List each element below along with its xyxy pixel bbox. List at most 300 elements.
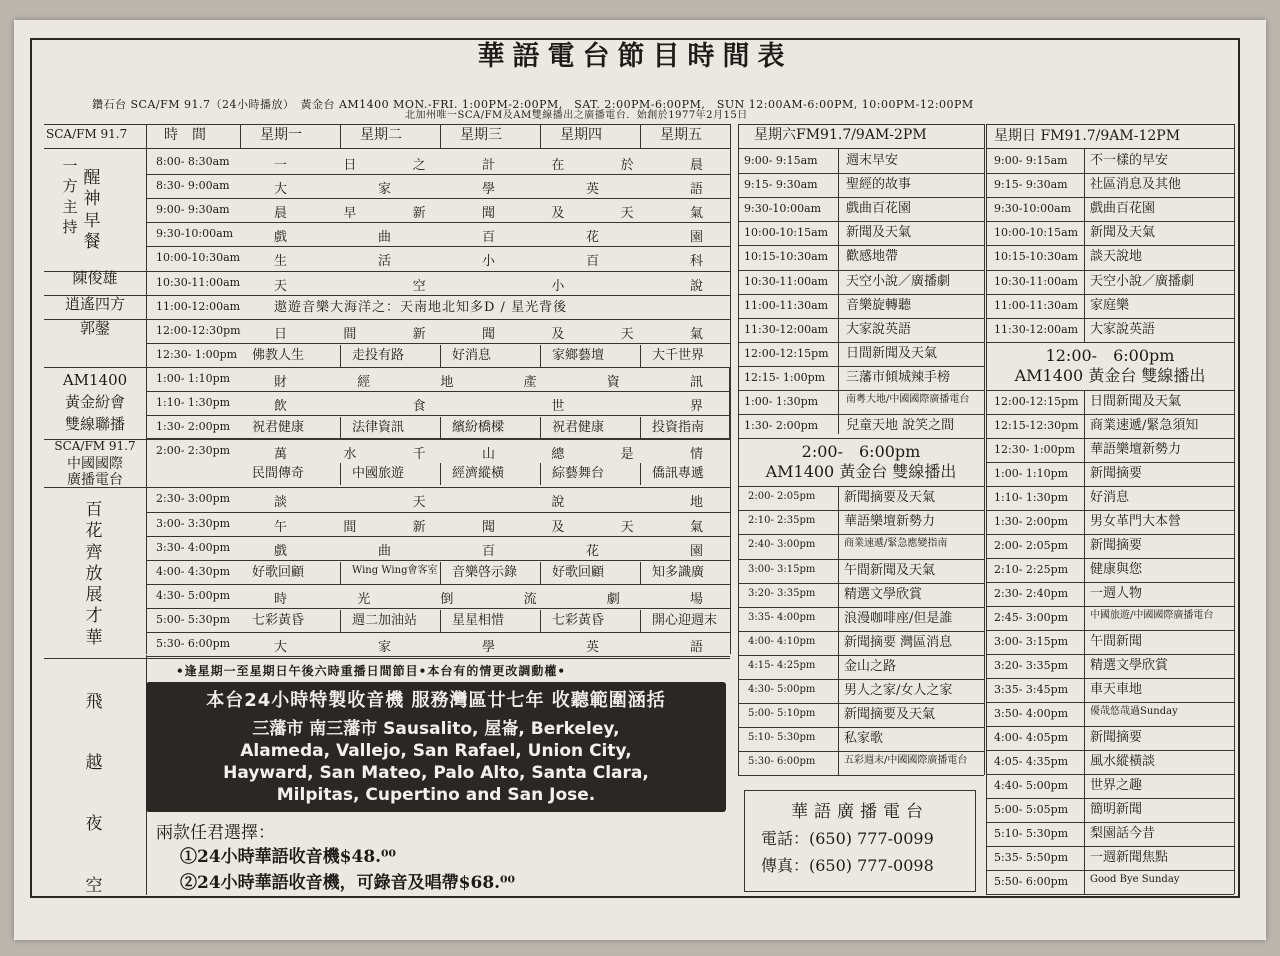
program-char: 園 xyxy=(689,230,704,246)
sun-am-program: 日間新聞及天氣 xyxy=(1090,393,1182,409)
sun-time: 9:15- 9:30am xyxy=(994,178,1068,192)
program-day: 投資指南 xyxy=(652,420,705,436)
sun-time: 10:15-10:30am xyxy=(994,250,1079,264)
show-baihua: 百花齊放展才華 xyxy=(85,500,103,648)
am-label-3: 雙線聯播 xyxy=(64,415,125,433)
time-slot: 1:30- 2:00pm xyxy=(156,420,231,434)
program-char: 經 xyxy=(357,374,372,390)
sun-am-row-divider xyxy=(986,654,1234,655)
time-slot: 8:00- 8:30am xyxy=(156,155,230,168)
program-day: 綜藝舞台 xyxy=(552,466,605,482)
sat-am-program: 新聞摘要及天氣 xyxy=(844,707,936,723)
sun-am-program: 新聞摘要 xyxy=(1090,729,1143,745)
sat-program: 音樂旋轉聽 xyxy=(846,297,912,313)
sat-am-program: 金山之路 xyxy=(844,658,897,674)
sun-program: 談天說地 xyxy=(1090,249,1143,265)
program-day: 家鄉藝壇 xyxy=(552,347,605,363)
sat-program: 新聞及天氣 xyxy=(846,225,912,241)
founding-line: 北加州唯一SCA/FM及AM雙線播出之廣播電台．始創於1977年2月15日 xyxy=(405,110,748,121)
sun-program: 新聞及天氣 xyxy=(1090,225,1156,241)
program-spread xyxy=(274,443,704,462)
host-guo: 郭鏧 xyxy=(79,319,110,337)
coverage-line: Alameda, Vallejo, San Rafael, Union City, xyxy=(240,741,632,761)
coverage-line: 三藩市 南三藩市 Sausalito, 屋崙, Berkeley, xyxy=(252,719,620,739)
day-divider xyxy=(340,463,341,485)
time-slot: 5:30- 6:00pm xyxy=(156,637,231,650)
sat-header: 星期六FM91.7/9AM-2PM xyxy=(754,127,927,143)
sat-time: 11:00-11:30am xyxy=(744,298,829,312)
host-name: 一方主持 xyxy=(62,157,78,236)
sun-time-divider xyxy=(1084,148,1085,342)
program-day: 好消息 xyxy=(452,347,492,363)
coverage-line: Milpitas, Cupertino and San Jose. xyxy=(276,785,596,805)
sun-am-row-divider xyxy=(986,774,1234,775)
sun-am-time-slot: 2:45- 3:00pm xyxy=(994,610,1069,624)
sun-am-row-divider xyxy=(986,630,1234,631)
program-char: 百 xyxy=(481,230,496,246)
sun-am-time-slot: 2:30- 2:40pm xyxy=(994,586,1069,600)
sat-am-row-divider xyxy=(738,727,984,728)
program-char: 小 xyxy=(481,254,496,270)
coverage-line: Hayward, San Mateo, Palo Alto, Santa Clara, xyxy=(223,763,649,783)
program-char: 天 xyxy=(620,206,635,222)
sat-program: 歡感地帶 xyxy=(846,249,899,265)
program-char: 及 xyxy=(551,206,566,222)
sat-row-divider xyxy=(738,318,984,319)
program-day: 經濟縱橫 xyxy=(452,466,505,482)
sun-am-program: 精選文學欣賞 xyxy=(1090,657,1169,673)
program-char: 家 xyxy=(377,640,392,655)
cri-label: 中國國際 xyxy=(67,456,123,472)
sun-am-program: 午間新聞 xyxy=(1090,633,1143,649)
sun-am-row-divider xyxy=(986,606,1234,607)
program-char: 資 xyxy=(606,374,621,390)
header-day: 星期二 xyxy=(360,127,402,143)
program-char: 時 xyxy=(274,591,289,607)
sat-am-time: 2:00- 6:00pm xyxy=(801,442,921,462)
program-char: 活 xyxy=(377,254,392,270)
sat-program: 天空小說／廣播劇 xyxy=(846,273,951,289)
sat-am-program: 精選文學欣賞 xyxy=(844,586,923,602)
sun-am-program: 新聞摘要 xyxy=(1090,465,1143,481)
program-char: 說 xyxy=(551,495,566,511)
program-char: 一 xyxy=(274,158,289,173)
program-char: 計 xyxy=(481,158,496,173)
am-label: AM1400 xyxy=(62,371,128,389)
sun-program: 大家說英語 xyxy=(1090,321,1156,337)
sun-time: 9:00- 9:15am xyxy=(994,154,1068,167)
sat-program: 週末早安 xyxy=(846,153,899,168)
program-day: 民間傳奇 xyxy=(252,466,305,482)
program-char: 家 xyxy=(377,182,392,198)
program-day: 祝君健康 xyxy=(552,420,605,436)
sat-time: 11:30-12:00am xyxy=(744,322,829,336)
time-slot: 2:00- 2:30pm xyxy=(156,444,231,458)
day-header-divider xyxy=(240,124,241,148)
sat-time: 1:00- 1:30pm xyxy=(744,395,819,408)
sun-am-time-slot: 2:00- 2:05pm xyxy=(994,538,1069,552)
row-divider xyxy=(146,632,730,633)
host-chen: 陳俊雄 xyxy=(72,269,118,287)
header-day: 星期五 xyxy=(660,127,702,143)
program-char: 間 xyxy=(343,326,358,342)
sat-time: 10:15-10:30am xyxy=(744,250,829,264)
day-header-divider xyxy=(640,124,641,148)
radio-option-1: ①24小時華語收音機$48.⁰⁰ xyxy=(180,847,396,867)
program-spread xyxy=(274,275,704,294)
sun-am-program: 好消息 xyxy=(1090,489,1130,505)
sun-am-program: 風水縱橫談 xyxy=(1090,753,1156,769)
show-night: 飛越夜空 xyxy=(85,692,103,896)
sun-am-time-slot: 3:35- 3:45pm xyxy=(994,682,1069,696)
program-day: 法律資訊 xyxy=(352,420,405,436)
header-day: 星期三 xyxy=(460,127,502,143)
program-char: 戲 xyxy=(274,230,289,246)
sun-am-row-divider xyxy=(986,510,1234,511)
program-char: 是 xyxy=(620,447,635,463)
row-divider xyxy=(146,560,730,561)
program-spread xyxy=(274,540,704,559)
sat-row-divider xyxy=(738,294,984,295)
program-spread xyxy=(274,516,704,535)
program-char: 百 xyxy=(585,254,600,270)
program-char: 新 xyxy=(412,206,427,222)
program-day: 星星相惜 xyxy=(452,612,505,628)
section-divider xyxy=(44,439,730,440)
program-char: 在 xyxy=(551,158,566,173)
sat-row-divider xyxy=(738,221,984,222)
program-char: 科 xyxy=(689,254,704,270)
program-char: 日 xyxy=(343,158,358,173)
sun-am-program: 梨園話今昔 xyxy=(1090,825,1156,841)
sun-am-row-divider xyxy=(986,486,1234,487)
program-char: 訊 xyxy=(689,374,704,390)
sat-am-time-slot: 2:40- 3:00pm xyxy=(748,539,816,551)
program-char: 飲 xyxy=(274,399,289,414)
program-char: 生 xyxy=(274,254,289,270)
sun-time: 11:30-12:00am xyxy=(994,322,1079,336)
sat-am-time-slot: 4:30- 5:00pm xyxy=(748,684,816,695)
time-slot: 9:00- 9:30am xyxy=(156,203,230,217)
sun-am-time-slot: 4:05- 4:35pm xyxy=(994,754,1069,768)
sun-row-divider xyxy=(986,173,1234,174)
radio-option-2: ②24小時華語收音機，可錄音及唱帶$68.⁰⁰ xyxy=(180,873,515,893)
program-day: 走投有路 xyxy=(352,347,405,363)
day-divider xyxy=(340,610,341,632)
sun-am-time-slot: 12:30- 1:00pm xyxy=(994,442,1076,456)
sat-am-time-slot: 4:15- 4:25pm xyxy=(748,659,816,671)
program-char: 天 xyxy=(412,495,427,511)
sun-am-time-slot: 2:10- 2:25pm xyxy=(994,562,1069,576)
program-char: 產 xyxy=(523,374,538,390)
program-char: 小 xyxy=(551,278,566,294)
sun-time: 9:30-10:00am xyxy=(994,202,1072,216)
sun-am-time-slot: 3:20- 3:35pm xyxy=(994,658,1069,672)
frequency-line: 鑽石台 SCA/FM 91.7（24小時播放） 黃金台 AM1400 MON.-FRI. 1:00PM-2:00PM, SAT. 2:00PM-6:00PM, SUN 12:00AM-6:00PM, 10:00PM-12:00PM xyxy=(92,98,974,111)
rebroadcast-notice: •逢星期一至星期日午後六時重播日間節目•本台有的情更改調動權• xyxy=(176,664,567,678)
program-char: 園 xyxy=(689,543,704,559)
sun-right-border xyxy=(1234,124,1235,894)
program-char: 聞 xyxy=(481,519,496,535)
sat-am-time-slot: 2:00- 2:05pm xyxy=(748,491,816,503)
coverage-title: 本台24小時特製收音機 服務灣區廿七年 收聽範圍涵括 xyxy=(206,690,666,711)
sun-am-program: 優哉悠哉過Sunday xyxy=(1090,705,1178,717)
sun-am-row-divider xyxy=(986,558,1234,559)
sun-row-divider xyxy=(986,197,1234,198)
weekday-right-border xyxy=(730,124,731,654)
sun-am-time-slot: 1:10- 1:30pm xyxy=(994,490,1069,504)
sat-am-program: 男人之家/女人之家 xyxy=(844,683,953,698)
section-divider xyxy=(44,295,730,296)
program-char: 大 xyxy=(274,640,289,655)
program-char: 新 xyxy=(412,326,427,342)
sat-am-time-slot: 5:00- 5:10pm xyxy=(748,708,816,720)
sun-row-divider xyxy=(986,270,1234,271)
day-divider xyxy=(540,610,541,632)
sun-am-row-divider xyxy=(986,726,1234,727)
program-char: 萬 xyxy=(274,447,289,463)
day-header-divider xyxy=(440,124,441,148)
sun-am-row-divider xyxy=(986,846,1234,847)
day-divider xyxy=(640,610,641,632)
time-slot: 10:00-10:30am xyxy=(156,251,241,265)
sun-am-row-divider xyxy=(986,894,1234,895)
header-time: 時 間 xyxy=(164,127,206,143)
sat-row-divider xyxy=(738,438,984,439)
program-char: 大 xyxy=(274,182,289,198)
program-spread xyxy=(274,323,704,342)
sun-row-divider xyxy=(986,342,1234,343)
sat-am-row-divider xyxy=(738,679,984,680)
program-char: 光 xyxy=(357,591,372,607)
sat-header-bottom xyxy=(738,148,984,149)
program-spread xyxy=(274,226,704,245)
program-char: 劇 xyxy=(606,591,621,607)
am-simulcast-box xyxy=(146,367,730,439)
sat-row-divider xyxy=(738,245,984,246)
sat-program: 南粵大地/中國國際廣播電台 xyxy=(846,394,970,405)
sun-am-time-slot: 5:10- 5:30pm xyxy=(994,826,1069,840)
program-char: 英 xyxy=(585,640,600,655)
sat-am-time-slot: 5:10- 5:30pm xyxy=(748,732,816,744)
program-char: 晨 xyxy=(689,158,704,173)
program-char: 地 xyxy=(440,374,455,390)
day-header-divider xyxy=(340,124,341,148)
sat-am-time-divider xyxy=(838,486,839,775)
sat-am-divider xyxy=(738,486,984,487)
contact-box xyxy=(744,790,976,892)
program-day: 週二加油站 xyxy=(352,612,418,628)
sat-am-program: 五彩週末/中國國際廣播電台 xyxy=(844,755,968,767)
header-day: 星期一 xyxy=(260,127,302,143)
program-char: 談 xyxy=(274,495,289,511)
program-spread xyxy=(274,588,704,607)
sun-row-divider xyxy=(986,245,1234,246)
sat-row-divider xyxy=(738,342,984,343)
program-char: 千 xyxy=(412,447,427,463)
program-day: 七彩黃昏 xyxy=(552,612,605,628)
sat-am-program: 浪漫咖啡座/但是誰 xyxy=(844,610,953,626)
sat-am-program: 新聞摘要 灣區消息 xyxy=(844,634,953,650)
program-char: 財 xyxy=(274,374,289,390)
sun-program: 家庭樂 xyxy=(1090,297,1130,313)
sun-time: 11:00-11:30am xyxy=(994,298,1079,312)
sca-label: SCA/FM 91.7 xyxy=(54,439,136,453)
sun-am-time-slot: 5:00- 5:05pm xyxy=(994,802,1069,816)
sat-am-row-divider xyxy=(738,510,984,511)
program-char: 空 xyxy=(412,278,427,294)
sun-am-program: 車天車地 xyxy=(1090,681,1143,697)
sat-am-time-slot: 3:35- 4:00pm xyxy=(748,611,816,623)
program-char: 聞 xyxy=(481,326,496,342)
program-spread xyxy=(274,636,704,655)
sun-am-row-divider xyxy=(986,870,1234,871)
sun-am-time-slot: 1:00- 1:10pm xyxy=(994,466,1069,480)
program-char: 氣 xyxy=(689,326,704,342)
sat-am-row-divider xyxy=(738,655,984,656)
sun-header-bottom xyxy=(986,148,1234,149)
sun-am-program: 健康與您 xyxy=(1090,561,1143,577)
program-day: 音樂啓示錄 xyxy=(452,564,518,580)
program-day: 大千世界 xyxy=(652,347,705,363)
sat-am-row-divider xyxy=(738,775,984,776)
program-char: 界 xyxy=(689,399,704,414)
sat-program: 三藩市傾城辣手榜 xyxy=(846,369,951,385)
time-slot: 10:30-11:00am xyxy=(156,275,241,289)
sun-time: 10:30-11:00am xyxy=(994,274,1079,288)
sun-am-program: Good Bye Sunday xyxy=(1090,873,1180,885)
program-day: 僑訊專遞 xyxy=(652,466,705,482)
program-char: 流 xyxy=(523,591,538,607)
program-char: 日 xyxy=(274,326,289,342)
sun-am-program: 簡明新聞 xyxy=(1090,801,1143,817)
sun-am-time-slot: 1:30- 2:00pm xyxy=(994,514,1069,528)
sun-program: 戲曲百花園 xyxy=(1090,201,1156,217)
sat-program: 戲曲百花園 xyxy=(846,201,912,217)
program-char: 氣 xyxy=(689,519,704,535)
day-divider xyxy=(540,345,541,367)
row-divider xyxy=(146,608,730,609)
program-char: 百 xyxy=(481,543,496,559)
show-xiaoyao: 逍遙四方 xyxy=(64,295,125,313)
day-divider xyxy=(540,562,541,584)
program-day: 祝君健康 xyxy=(252,420,305,436)
row-divider xyxy=(146,512,730,513)
program-char: 氣 xyxy=(689,206,704,222)
sat-row-divider xyxy=(738,414,984,415)
sat-am-row-divider xyxy=(738,703,984,704)
sat-am-time-slot: 3:00- 3:15pm xyxy=(748,563,816,575)
day-divider xyxy=(640,345,641,367)
program-char: 花 xyxy=(585,543,600,559)
section-divider xyxy=(44,487,730,488)
sun-am-label: AM1400 黃金台 雙線播出 xyxy=(1014,365,1206,385)
sun-am-time: 12:00- 6:00pm xyxy=(1045,345,1175,365)
program-char: 英 xyxy=(585,182,600,198)
row-divider xyxy=(146,246,730,247)
sat-time: 10:00-10:15am xyxy=(744,226,829,240)
sun-am-program: 一週人物 xyxy=(1090,585,1143,601)
program-day: Wing Wing會客室 xyxy=(352,564,438,576)
sat-am-time-slot: 3:20- 3:35pm xyxy=(748,587,816,599)
program-spread xyxy=(274,202,704,221)
sat-time: 12:15- 1:00pm xyxy=(744,370,826,384)
program-text: 遨遊音樂大海洋之：天南地北知多D / 星光背後 xyxy=(274,299,568,315)
program-char: 之 xyxy=(412,158,427,173)
program-spread xyxy=(274,491,704,510)
sat-am-program: 華語樂壇新勢力 xyxy=(844,514,936,530)
sun-am-time-slot: 4:40- 5:00pm xyxy=(994,778,1069,792)
sun-am-row-divider xyxy=(986,702,1234,703)
program-char: 水 xyxy=(343,447,358,463)
time-slot: 1:10- 1:30pm xyxy=(156,396,231,409)
sat-time: 9:30-10:00am xyxy=(744,202,822,216)
phone-line: 電話：(650) 777-0099 xyxy=(761,829,934,848)
program-char: 世 xyxy=(551,399,566,414)
sun-row-divider xyxy=(986,294,1234,295)
sun-row-divider xyxy=(986,318,1234,319)
sun-header-top xyxy=(986,124,1234,125)
row-divider xyxy=(146,584,730,585)
program-char: 語 xyxy=(689,640,704,655)
program-day: 好歌回顧 xyxy=(252,564,305,580)
sat-am-program: 午間新聞及天氣 xyxy=(844,562,936,578)
page-title: 華語電台節目時間表 xyxy=(477,41,793,72)
time-slot: 1:00- 1:10pm xyxy=(156,371,231,385)
program-spread xyxy=(274,250,704,269)
program-char: 說 xyxy=(689,278,704,294)
day-divider xyxy=(340,345,341,367)
radio-heading: 兩款任君選擇： xyxy=(156,823,275,843)
sat-am-program: 新聞摘要及天氣 xyxy=(844,490,936,506)
row-divider xyxy=(146,656,730,657)
sun-am-time-slot: 5:50- 6:00pm xyxy=(994,874,1069,888)
time-slot: 5:00- 5:30pm xyxy=(156,612,231,626)
program-char: 場 xyxy=(689,591,704,607)
program-char: 地 xyxy=(689,495,704,511)
time-slot: 12:00-12:30pm xyxy=(156,323,241,337)
time-slot: 11:00-12:00am xyxy=(156,299,241,313)
row-divider xyxy=(146,174,730,175)
sat-header-top xyxy=(738,124,984,125)
program-day: 七彩黃昏 xyxy=(252,612,305,628)
row-divider xyxy=(146,536,730,537)
program-char: 倒 xyxy=(440,591,455,607)
program-spread xyxy=(274,154,704,173)
sun-am-program: 新聞摘要 xyxy=(1090,537,1143,553)
sun-am-time-slot: 4:00- 4:05pm xyxy=(994,730,1069,744)
sat-time: 9:00- 9:15am xyxy=(744,154,818,167)
program-char: 間 xyxy=(343,519,358,535)
time-slot: 12:30- 1:00pm xyxy=(156,347,238,361)
program-char: 天 xyxy=(620,519,635,535)
sat-am-row-divider xyxy=(738,534,984,535)
program-char: 聞 xyxy=(481,206,496,222)
program-char: 及 xyxy=(551,326,566,342)
sat-am-row-divider xyxy=(738,559,984,560)
sun-am-divider xyxy=(986,390,1234,391)
sat-row-divider xyxy=(738,173,984,174)
sat-am-row-divider xyxy=(738,607,984,608)
sat-time: 1:30- 2:00pm xyxy=(744,419,819,433)
show-name: 醒神早餐 xyxy=(83,168,101,252)
program-char: 天 xyxy=(274,278,289,294)
sat-time-divider xyxy=(838,148,839,434)
section-divider xyxy=(44,271,730,272)
program-char: 花 xyxy=(585,230,600,246)
row-divider xyxy=(146,198,730,199)
program-char: 曲 xyxy=(377,230,392,246)
